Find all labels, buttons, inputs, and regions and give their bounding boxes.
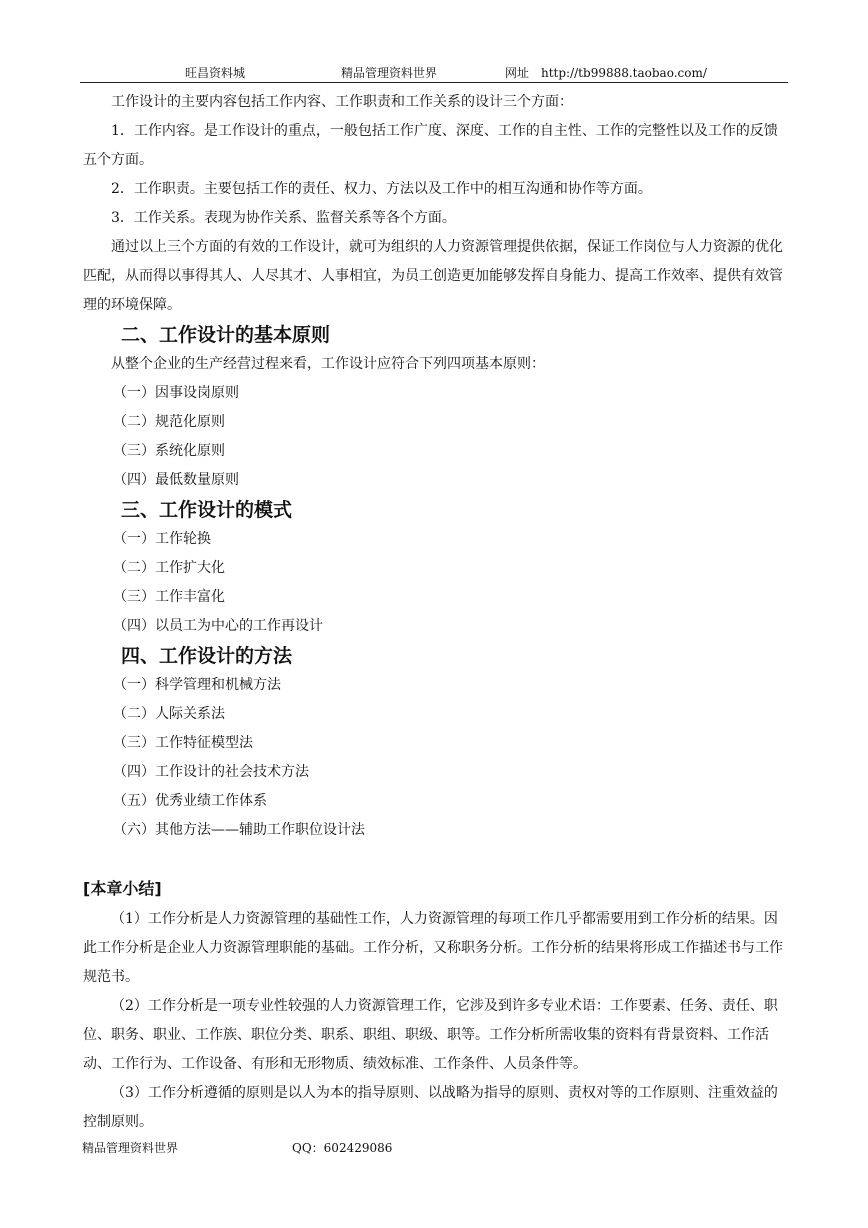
intro-paragraph-2: 2．工作职责。主要包括工作的责任、权力、方法以及工作中的相互沟通和协作等方面。 bbox=[111, 181, 652, 197]
section2-item-2: （二）规范化原则 bbox=[113, 414, 225, 430]
header-tagline: 精品管理资料世界 bbox=[341, 66, 438, 80]
summary-paragraph-3: （3）工作分析遵循的原则是以人为本的指导原则、以战略为指导的原则、责权对等的工作原则、注重效益的控制原则。 bbox=[83, 1085, 778, 1130]
section4-item-2: （二）人际关系法 bbox=[113, 706, 225, 722]
header-site-name: 旺昌资料城 bbox=[185, 66, 246, 80]
page-header bbox=[80, 62, 788, 83]
intro-paragraph-4: 通过以上三个方面的有效的工作设计，就可为组织的人力资源管理提供依据，保证工作岗位与人力资源的优化匹配，从而得以事得其人、人尽其才、人事相宜，为员工创造更加能够发挥自身能力、提高工作效率、提供有效管理的环境保障。 bbox=[83, 239, 783, 313]
section3-item-3: （三）工作丰富化 bbox=[113, 589, 225, 605]
section2-heading: 二、工作设计的基本原则 bbox=[121, 324, 331, 346]
section4-item-3: （三）工作特征模型法 bbox=[113, 735, 253, 751]
intro-paragraph-0: 工作设计的主要内容包括工作内容、工作职责和工作关系的设计三个方面： bbox=[111, 94, 573, 110]
header-url: 网址 http://tb99888.taobao.com/ bbox=[505, 66, 707, 80]
summary-paragraph-1: （1）工作分析是人力资源管理的基础性工作，人力资源管理的每项工作几乎都需要用到工作分析的结果。因此工作分析是企业人力资源管理职能的基础。工作分析，又称职务分析。工作分析的结果将形成工作描述书与工作规范书。 bbox=[83, 911, 783, 985]
summary-heading: [本章小结] bbox=[83, 879, 162, 898]
intro-paragraph-1: 1．工作内容。是工作设计的重点，一般包括工作广度、深度、工作的自主性、工作的完整性以及工作的反馈五个方面。 bbox=[83, 123, 778, 168]
section4-item-4: （四）工作设计的社会技术方法 bbox=[113, 764, 309, 780]
section2-item-4: （四）最低数量原则 bbox=[113, 472, 239, 488]
section3-item-4: （四）以员工为中心的工作再设计 bbox=[113, 618, 323, 634]
footer-qq: QQ：602429086 bbox=[292, 1141, 393, 1155]
section2-lead: 从整个企业的生产经营过程来看，工作设计应符合下列四项基本原则： bbox=[111, 356, 545, 372]
section4-heading: 四、工作设计的方法 bbox=[121, 645, 293, 667]
section4-item-6: （六）其他方法——辅助工作职位设计法 bbox=[113, 822, 365, 838]
section2-item-3: （三）系统化原则 bbox=[113, 443, 225, 459]
section3-item-2: （二）工作扩大化 bbox=[113, 560, 225, 576]
footer-site-name: 精品管理资料世界 bbox=[82, 1141, 179, 1155]
section4-item-1: （一）科学管理和机械方法 bbox=[113, 677, 281, 693]
section2-item-1: （一）因事设岗原则 bbox=[113, 385, 239, 401]
section3-item-1: （一）工作轮换 bbox=[113, 531, 211, 547]
summary-paragraph-2: （2）工作分析是一项专业性较强的人力资源管理工作，它涉及到许多专业术语：工作要素、任务、责任、职位、职务、职业、工作族、职位分类、职系、职组、职级、职等。工作分析所需收集的资料有背景资料、工作活动、工作行为、工作设备、有形和无形物质、绩效标准、工作条件、人员条件等。 bbox=[83, 998, 778, 1072]
intro-paragraph-3: 3．工作关系。表现为协作关系、监督关系等各个方面。 bbox=[111, 210, 456, 226]
section3-heading: 三、工作设计的模式 bbox=[121, 499, 293, 521]
section4-item-5: （五）优秀业绩工作体系 bbox=[113, 793, 267, 809]
document-body bbox=[83, 88, 786, 1137]
